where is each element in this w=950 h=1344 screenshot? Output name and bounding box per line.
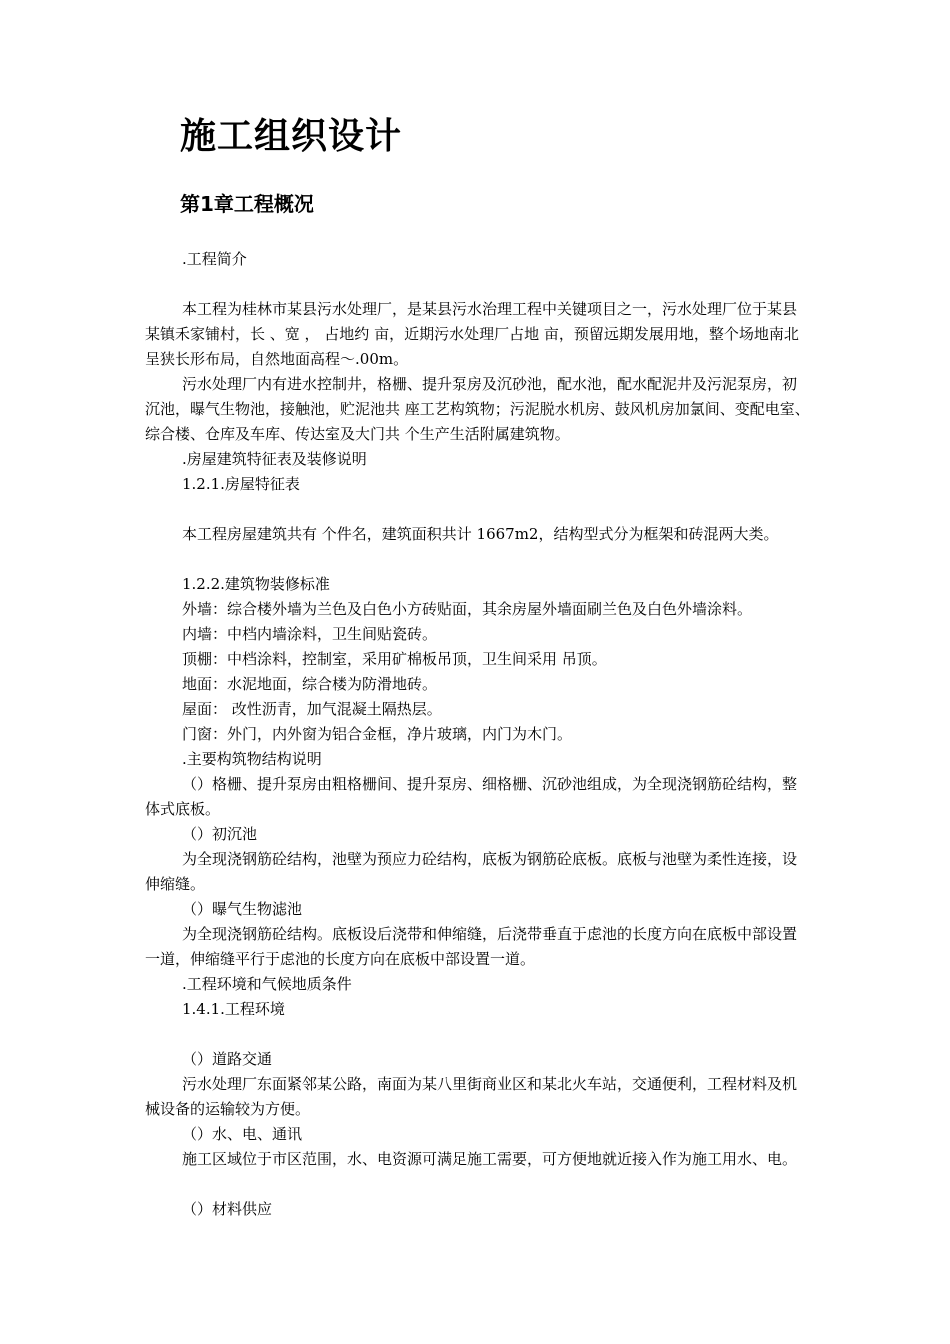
paragraph-primary-sedimentation: 为全现浇钢筋砼结构，池壁为预应力砼结构，底板为钢筋砼底板。底板与池壁为柔性连接，设伸缩缝。 [145,850,798,893]
paragraph-building-area: 本工程房屋建筑共有 个件名，建筑面积共计 1667m2，结构型式分为框架和砖混两大类。 [182,525,779,543]
line-ceiling: 顶棚：中档涂料，控制室，采用矿棉板吊顶，卫生间采用 吊顶。 [182,650,607,668]
subsection-heading-features: 1.2.1.房屋特征表 [182,475,300,493]
section-heading-buildings: .房屋建筑特征表及装修说明 [182,450,367,468]
paragraph-road-traffic: 污水处理厂东面紧邻某公路，南面为某八里街商业区和某北火车站，交通便利，工程材料及机械设备的运输较为方便。 [145,1075,798,1118]
section-heading-intro: .工程简介 [182,250,247,268]
section-heading-environment: .工程环境和气候地质条件 [182,975,352,993]
line-floor: 地面：水泥地面，综合楼为防滑地砖。 [182,675,438,693]
line-roof: 屋面： 改性沥青，加气混凝土隔热层。 [182,700,442,718]
document-title: 施工组织设计 [180,116,403,157]
paragraph-biofilter: 为全现浇钢筋砼结构。底板设后浇带和伸缩缝，后浇带垂直于虑池的长度方向在底板中部设置一道，伸缩缝平行于虑池的长度方向在底板中部设置一道。 [145,925,798,968]
item-road-traffic: （）道路交通 [182,1050,273,1068]
paragraph-intro: 本工程为桂林市某县污水处理厂，是某县污水治理工程中关键项目之一，污水处理厂位于某县某镇禾家铺村，长 、宽 ， 占地约 亩，近期污水处理厂占地 亩，预留远期发展用地，整个场地南北呈狭长形布局，自然地面高程～.00m。 [145,300,799,368]
line-interior-wall: 内墙：中档内墙涂料，卫生间贴瓷砖。 [182,625,438,643]
item-material-supply: （）材料供应 [182,1200,273,1218]
line-exterior-wall: 外墙：综合楼外墙为兰色及白色小方砖贴面，其余房屋外墙面刷兰色及白色外墙涂料。 [182,600,753,618]
chapter-heading: 第1章工程概况 [180,192,314,216]
item-utilities: （）水、电、通讯 [182,1125,303,1143]
paragraph-facilities: 污水处理厂内有进水控制井，格栅、提升泵房及沉砂池，配水池，配水配泥井及污泥泵房，初沉池，曝气生物池，接触池，贮泥池共 座工艺构筑物；污泥脱水机房、鼓风机房加氯间、变配电室、综合楼、仓库及车库、传达室及大门共 个生产生活附属建筑物。 [145,375,810,443]
line-doors-windows: 门窗：外门，内外窗为铝合金框，净片玻璃，内门为木门。 [182,725,573,743]
item-biofilter: （）曝气生物滤池 [182,900,303,918]
subsection-heading-decoration: 1.2.2.建筑物装修标准 [182,575,330,593]
paragraph-grille-pump: （）格栅、提升泵房由粗格栅间、提升泵房、细格栅、沉砂池组成，为全现浇钢筋砼结构，整体式底板。 [145,775,798,818]
paragraph-utilities: 施工区域位于市区范围，水、电资源可满足施工需要，可方便地就近接入作为施工用水、电。 [182,1150,798,1168]
item-primary-sedimentation: （）初沉池 [182,825,258,843]
section-heading-structures: .主要构筑物结构说明 [182,750,322,768]
subsection-heading-environment: 1.4.1.工程环境 [182,1000,285,1018]
